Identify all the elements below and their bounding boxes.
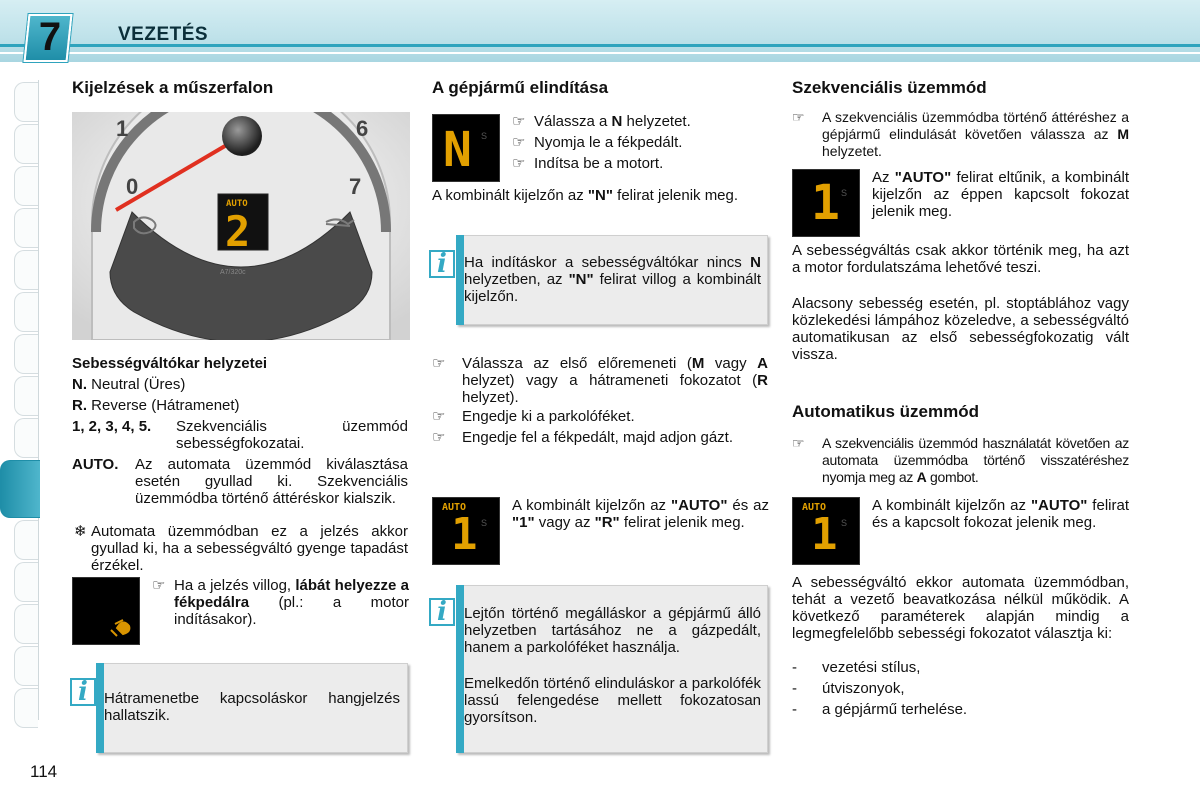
hand-bullet-icon: ☞	[792, 435, 805, 451]
page-header	[0, 0, 1200, 70]
auto-display-text: A kombinált kijelzőn az "AUTO" és az "1" vagy az "R" felirat jelenik meg.	[512, 497, 769, 531]
lcd-display-image	[432, 497, 500, 565]
dial-number-6: 6	[356, 116, 369, 141]
side-tab[interactable]	[14, 166, 38, 206]
chapter-number: 7	[38, 15, 62, 59]
chapter-title: VEZETÉS	[118, 24, 209, 45]
foot-brake-bullet: ☞ Ha a jelzés villog, lábát helyezze a fékpedálra (pl.: a motor indításakor).	[152, 577, 410, 628]
info-icon: i	[429, 250, 455, 278]
side-tab[interactable]	[14, 604, 38, 644]
section-title: Kijelzések a műszerfalon	[72, 78, 274, 97]
page-number: 114	[30, 762, 58, 781]
info-text: Hátramenetbe kapcsoláskor hangjelzés hallatszik.	[104, 690, 400, 724]
foot-brake-icon	[73, 578, 141, 646]
hand-bullet-icon: ☞	[512, 113, 526, 130]
lcd-display-image	[792, 169, 860, 237]
lcd-s-label: S	[841, 518, 848, 528]
dial-number-0: 0	[126, 174, 139, 199]
hand-bullet-icon: ☞	[792, 109, 805, 125]
lcd-digit: 1	[451, 509, 478, 560]
list-item: - a gépjármű terhelése.	[792, 701, 968, 718]
side-line	[38, 80, 39, 720]
info-text: Lejtőn történő megálláskor a gépjármű álló helyzetben tartásához ne a gázpedált, hanem a parkolóféket használja.	[464, 605, 761, 656]
automatic-display-text: A kombinált kijelzőn az "AUTO" felirat és a kapcsolt fokozat jelenik meg.	[872, 497, 1129, 531]
n-display-text: A kombinált kijelzőn az "N" felirat jelenik meg.	[432, 187, 739, 204]
side-tab[interactable]	[14, 646, 38, 686]
lcd-s-label: S	[481, 518, 488, 528]
automatic-text: A sebességváltó ekkor automata üzemmódban, tehát a vezető beavatkozása nélkül működik. A következő paraméterek alapján mindig a legmegfelelőbb sebességi fokozatot választja ki:	[792, 574, 1129, 642]
snowflake-icon: ❄	[74, 523, 87, 540]
gear-item-n: N. Neutral (Üres)	[72, 376, 186, 393]
gear-item-auto-text: Az automata üzemmód kiválasztása esetén gyullad ki. Szekvenciális üzemmódba történő áttéréskor kialszik.	[135, 456, 408, 507]
side-tab[interactable]	[14, 292, 38, 332]
info-icon: i	[429, 598, 455, 626]
lcd-s-label: S	[481, 131, 488, 141]
gear-item-numbers-label: 1, 2, 3, 4, 5.	[72, 418, 152, 435]
section-title: Szekvenciális üzemmód	[792, 78, 987, 97]
lcd-digit: 1	[811, 175, 840, 231]
side-tab[interactable]	[14, 82, 38, 122]
list-item: - útviszonyok,	[792, 680, 905, 697]
side-tab[interactable]	[14, 250, 38, 290]
hand-bullet-icon: ☞	[432, 408, 446, 425]
lcd-display-image	[792, 497, 860, 565]
side-tab[interactable]	[14, 688, 38, 728]
info-box-bar	[456, 585, 464, 753]
gear-item-numbers-text: Szekvenciális üzemmód sebességfokozatai.	[176, 418, 408, 452]
lcd-label: AUTO	[802, 502, 827, 513]
sequential-step-1: ☞ A szekvenciális üzemmódba történő áttéréshez a gépjármű elindulását követően válassza az M helyzetet.	[792, 109, 1129, 159]
subtitle: Sebességváltókar helyzetei	[72, 355, 268, 372]
header-stripe	[0, 52, 1200, 54]
start-step-4: ☞ Válassza az első előremeneti (M vagy A helyzet) vagy a hátrameneti fokozatot (R helyzet).	[432, 355, 768, 406]
side-tab[interactable]	[14, 334, 38, 374]
section-title: A gépjármű elindítása	[432, 78, 609, 97]
list-item: - vezetési stílus,	[792, 659, 921, 676]
hand-bullet-icon: ☞	[432, 429, 446, 446]
start-step-2: ☞ Nyomja le a fékpedált.	[512, 134, 683, 151]
snow-mode-text: Automata üzemmódban ez a jelzés akkor gyullad ki, ha a sebességváltó gyenge tapadást érzékel.	[91, 523, 408, 574]
info-box-bar	[96, 663, 104, 753]
gear-item-r: R. Reverse (Hátramenet)	[72, 397, 240, 414]
start-step-5: ☞ Engedje ki a parkolóféket.	[432, 408, 635, 425]
sequential-display-text: Az "AUTO" felirat eltűnik, a kombinált kijelzőn az éppen kapcsolt fokozat jelenik meg.	[872, 169, 1129, 220]
dial-small-label: A7/320c	[220, 269, 246, 276]
dial-center-knob	[222, 116, 262, 156]
sequential-text: Alacsony sebesség esetén, pl. stoptáblához vagy közlekedési lámpához közeledve, a sebességváltó automatikusan az első sebességfokozatig vált vissza.	[792, 295, 1129, 363]
hand-bullet-icon: ☞	[432, 355, 446, 372]
info-box-bar	[456, 235, 464, 325]
lcd-label: AUTO	[442, 502, 467, 513]
start-step-1: ☞ Válassza a N helyzetet.	[512, 113, 691, 130]
dial-lcd-digit: 2	[225, 207, 251, 256]
automatic-step-1: ☞ A szekvenciális üzemmód használatát követően az automata üzemmódba történő visszatéréshez nyomja meg az A gombot.	[792, 435, 1129, 485]
section-title: Automatikus üzemmód	[792, 402, 980, 421]
lcd-display-image	[432, 114, 500, 182]
hand-bullet-icon: ☞	[152, 577, 166, 594]
info-text: Ha indításkor a sebességváltókar nincs N helyzetben, az "N" felirat villog a kombinált kijelzőn.	[464, 254, 761, 305]
gear-item-auto-label: AUTO.	[72, 456, 119, 473]
sequential-text: A sebességváltás csak akkor történik meg, ha azt a motor fordulatszáma lehetővé teszi.	[792, 242, 1129, 276]
lcd-s-label: S	[841, 188, 848, 198]
foot-brake-warning-image	[72, 577, 140, 645]
side-tab[interactable]	[14, 562, 38, 602]
side-tab[interactable]	[14, 520, 38, 560]
hand-bullet-icon: ☞	[512, 134, 526, 151]
start-step-6: ☞ Engedje fel a fékpedált, majd adjon gázt.	[432, 429, 734, 446]
dial-number-1: 1	[116, 116, 129, 141]
info-icon: i	[70, 678, 96, 706]
hand-bullet-icon: ☞	[512, 155, 526, 172]
dial-lcd-label: AUTO	[226, 199, 248, 209]
info-text: Emelkedőn történő elinduláskor a parkolófék lassú felengedése mellett fokozatosan gyorsítson.	[464, 675, 761, 726]
dial-number-7: 7	[349, 174, 362, 199]
side-tab[interactable]	[14, 418, 38, 458]
start-step-3: ☞ Indítsa be a motort.	[512, 155, 664, 172]
lcd-digit: N	[443, 122, 472, 178]
lcd-digit: 1	[811, 509, 838, 560]
side-tab[interactable]	[14, 208, 38, 248]
side-tab[interactable]	[14, 124, 38, 164]
instrument-dial-image	[72, 112, 410, 340]
side-tab[interactable]	[14, 376, 38, 416]
side-tab-active[interactable]	[0, 460, 40, 518]
